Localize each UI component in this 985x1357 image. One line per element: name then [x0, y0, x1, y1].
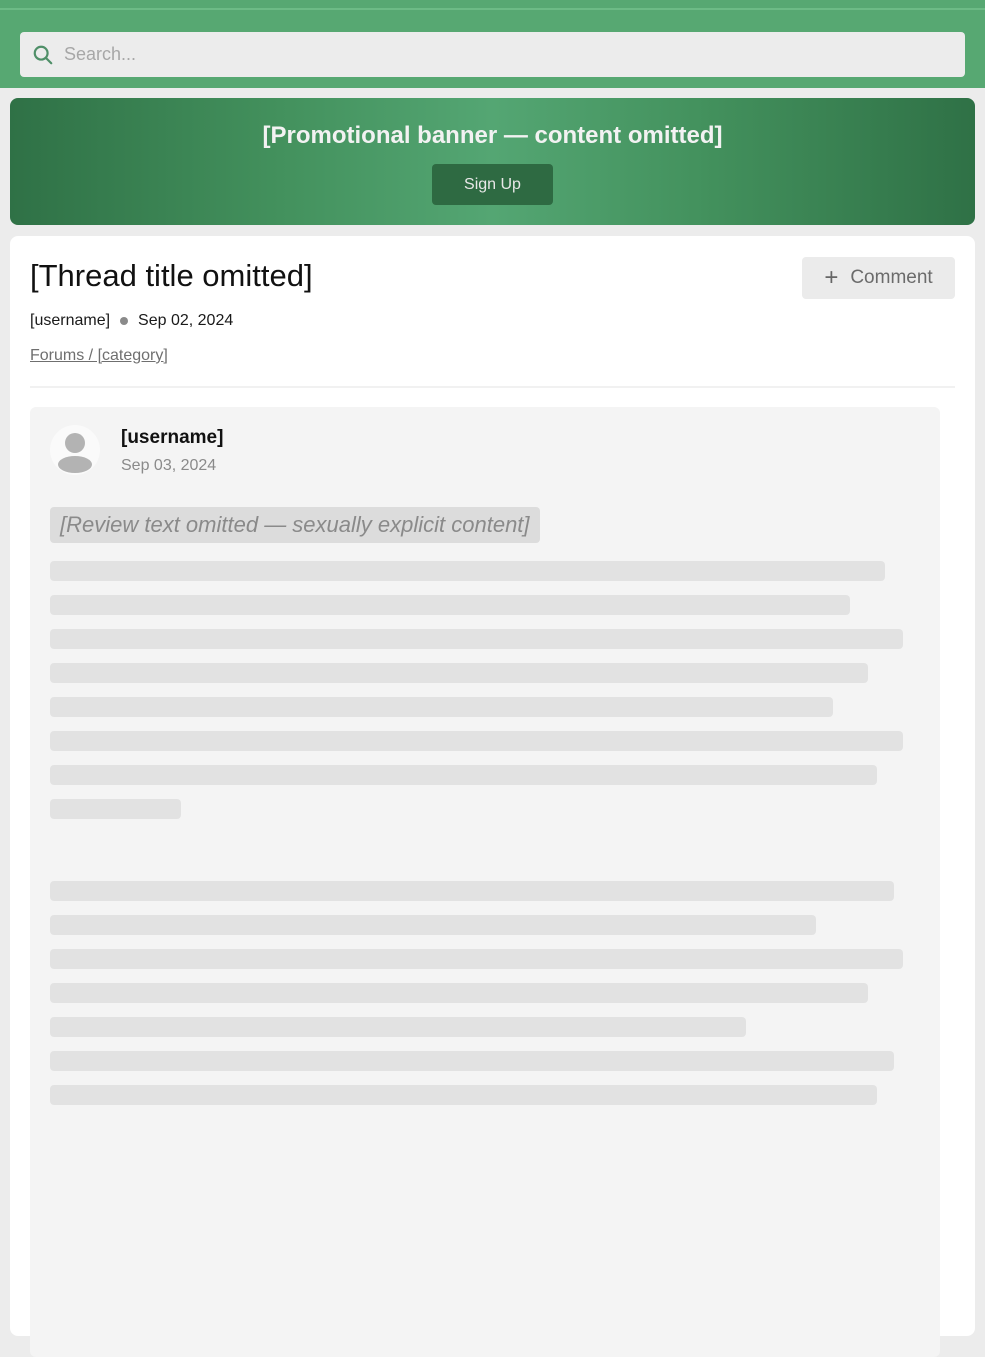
text-placeholder-line	[50, 799, 181, 819]
text-placeholder-line	[50, 915, 816, 935]
thread-meta	[30, 312, 233, 330]
thread-card	[10, 236, 975, 1336]
avatar	[50, 425, 100, 475]
text-placeholder-line	[50, 561, 885, 581]
text-placeholder-line	[50, 1017, 746, 1037]
comment-card	[30, 407, 940, 1357]
text-placeholder-line	[50, 983, 868, 1003]
comment-body-notice: [Review text omitted — sexually explicit content]	[50, 507, 540, 543]
plus-icon: +	[824, 264, 839, 291]
top-bar	[0, 0, 985, 88]
search-icon	[32, 44, 54, 66]
thread-author[interactable]: [username]	[30, 312, 111, 329]
text-placeholder-line	[50, 663, 868, 683]
comment-button-label: Comment	[850, 267, 933, 288]
divider	[30, 386, 955, 388]
text-placeholder-line	[50, 765, 877, 785]
comment-body	[50, 499, 920, 1119]
text-placeholder-line	[50, 881, 894, 901]
banner-title: [Promotional banner — content omitted]	[262, 122, 723, 149]
thread-date: Sep 02, 2024	[138, 312, 234, 329]
sign-up-button[interactable]: Sign Up	[432, 164, 553, 205]
text-placeholder-line	[50, 1085, 877, 1105]
text-placeholder-line	[50, 949, 903, 969]
text-placeholder-line	[50, 731, 903, 751]
search-input[interactable]	[64, 32, 965, 77]
thread-title: [Thread title omitted]	[30, 258, 313, 293]
text-placeholder-line	[50, 629, 903, 649]
text-placeholder-line	[50, 595, 850, 615]
avatar-body-icon	[58, 456, 92, 473]
text-placeholder-line	[50, 697, 833, 717]
text-placeholder-line	[50, 1051, 894, 1071]
comment-author[interactable]: [username]	[121, 427, 224, 448]
search-bar[interactable]	[20, 32, 965, 77]
promo-banner	[10, 98, 975, 225]
separator-dot-icon	[120, 317, 128, 325]
breadcrumb[interactable]: Forums / [category]	[30, 347, 168, 364]
comment-button[interactable]	[802, 257, 955, 299]
avatar-head-icon	[65, 433, 85, 453]
comment-date: Sep 03, 2024	[121, 457, 217, 474]
